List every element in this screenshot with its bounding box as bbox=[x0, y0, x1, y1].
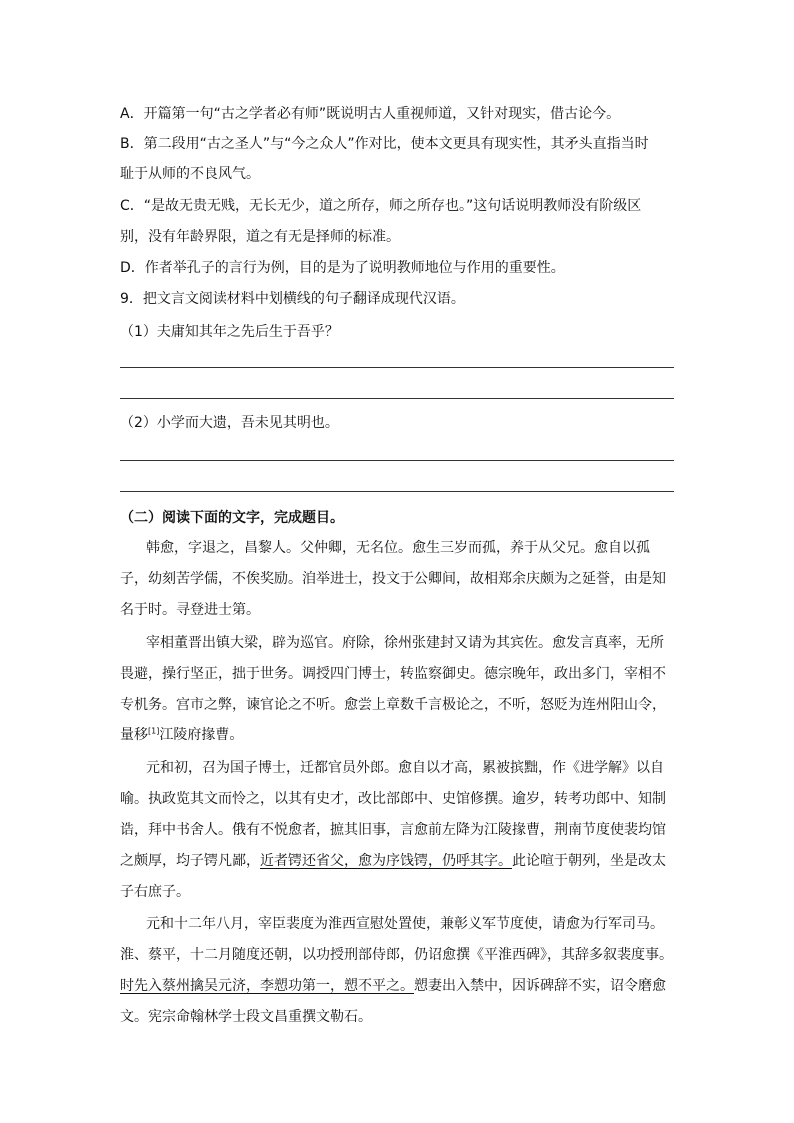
passage-line: 韩愈，字退之，昌黎人。父仲卿，无名位。愈生三岁而孤，养于从父兄。愈自以孤 bbox=[146, 540, 650, 556]
passage-text: 此论喧于朝列，坐是改太 bbox=[512, 853, 666, 869]
option-d: D．作者举孔子的言行为例，目的是为了说明教师地位与作用的重要性。 bbox=[120, 260, 565, 276]
answer-line[interactable] bbox=[120, 460, 674, 461]
underlined-sentence: 时先入蔡州擒吴元济，李愬功第一，愬不平之。 bbox=[120, 978, 414, 994]
passage-line: 元和十二年八月，宰臣裴度为淮西宣慰处置使，兼彰义军节度使，请愈为行军司马。 bbox=[146, 916, 664, 932]
footnote-marker: [1] bbox=[148, 726, 160, 736]
passage-line: 诰，拜中书舍人。俄有不悦愈者，摭其旧事，言愈前左降为江陵掾曹，荆南节度使裴均馆 bbox=[120, 822, 666, 838]
option-b-line-1: B．第二段用“古之圣人”与“今之众人”作对比，使本文更具有现实性，其矛头直指当时 bbox=[120, 136, 649, 152]
passage-line: 子，幼刻苦学儒，不俟奖励。洎举进士，投文于公卿间，故相郑余庆颇为之延誉，由是知 bbox=[120, 571, 666, 587]
passage-line bbox=[120, 976, 676, 996]
passage-text: 之颇厚，均子锷凡鄙， bbox=[120, 853, 260, 869]
answer-line[interactable] bbox=[120, 367, 674, 368]
option-b-line-2: 耻于从师的不良风气。 bbox=[120, 166, 260, 182]
passage-text: 愬妻出入禁中，因诉碑辞不实，诏令磨愈 bbox=[414, 978, 666, 994]
question-9-sentence-2: （2）小学而大遗，吾未见其明也。 bbox=[120, 415, 339, 431]
passage-line: 畏避，操行坚正，拙于世务。调授四门博士，转监察御史。德宗晚年，政出多门，宰相不 bbox=[120, 666, 666, 682]
answer-line[interactable] bbox=[120, 398, 674, 399]
passage-line: 子右庶子。 bbox=[120, 884, 190, 900]
passage-text: 量移 bbox=[120, 727, 148, 743]
section-heading: （二）阅读下面的文字，完成题目。 bbox=[120, 510, 344, 526]
question-9-stem: 9．把文言文阅读材料中划横线的句子翻译成现代汉语。 bbox=[120, 291, 465, 307]
answer-line[interactable] bbox=[120, 491, 674, 492]
passage-line: 喻。执政览其文而怜之，以其有史才，改比部郎中、史馆修撰。逾岁，转考功郎中、知制 bbox=[120, 791, 666, 807]
passage-text: 江陵府掾曹。 bbox=[159, 727, 244, 743]
option-c-line-1: C．“是故无贵无贱，无长无少，道之所存，师之所存也。”这句话说明教师没有阶级区 bbox=[120, 198, 642, 214]
passage-line: 名于时。寻登进士第。 bbox=[120, 602, 260, 618]
passage-line: 专机务。宫市之弊，谏官论之不听。愈尝上章数千言极论之，不听，怒贬为连州阳山令， bbox=[120, 697, 666, 713]
option-a: A．开篇第一句“古之学者必有师”既说明古人重视师道，又针对现实，借古论今。 bbox=[120, 106, 621, 122]
underlined-sentence: 近者锷还省父，愈为序饯锷，仍呼其字。 bbox=[260, 853, 512, 869]
passage-line: 宰相董晋出镇大梁，辟为巡官。府除，徐州张建封又请为其宾佐。愈发言真率，无所 bbox=[146, 635, 664, 651]
question-9-sentence-1: （1）夫庸知其年之先后生于吾乎？ bbox=[120, 324, 339, 340]
passage-line: 元和初，召为国子博士，迁都官员外郎。愈自以才高，累被摈黜，作《进学解》以自 bbox=[146, 760, 664, 776]
option-c-line-2: 别，没有年龄界限，道之有无是择师的标准。 bbox=[120, 229, 400, 245]
passage-line: 淮、蔡平，十二月随度还朝，以功授刑部侍郎，仍诏愈撰《平淮西碑》，其辞多叙裴度事。 bbox=[120, 947, 673, 963]
passage-line bbox=[120, 851, 676, 871]
passage-line bbox=[120, 725, 676, 745]
passage-line: 文。宪宗命翰林学士段文昌重撰文勒石。 bbox=[120, 1009, 372, 1025]
